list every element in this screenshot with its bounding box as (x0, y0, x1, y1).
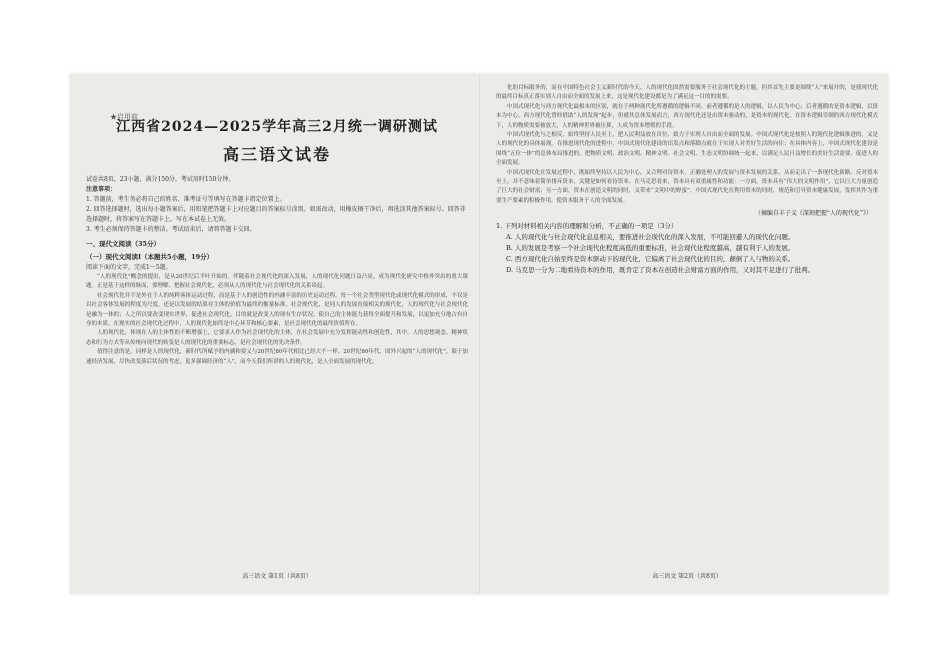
source-citation: （摘编自丰子义《深刻把握“人的现代化”》） (754, 210, 872, 218)
reading-paragraph: 中国式现代化与之相反，始终坚持人民至上，把人民利益放在首位，致力于实现人自由而全面的发展。中国式现代化是按照人的现代化逻辑推进的，又是人的现代化的具体展现。在推进现代化的进程中，中国式现代化建设的出发点和落脚点就在于实现人对美好生活的向往；在具体内容上，中国式现代化建设是围绕“五位一体”的总体布局推进的，把物质文明、政治文明、精神文明、社会文明、生态文明协调统一起来，以满足人民日益增长的美好生活需要，促进人的全面发展。 (496, 132, 878, 167)
reading-paragraph: 中国式现代化与西方现代化最根本的区别，就在于两种现代化所遵循的逻辑不同。前者遵循的是人的逻辑，以人民为中心；后者遵循的是资本逻辑，以资本为中心。西方现代化曾经借助“人的发现”起步，但就其总体发展而言，西方现代化还是由资本驱动的，是资本的现代化。在资本逻辑宰制的西方现代化模式下，人的物质需要被放大，人的精神世界被压抑，人成为资本增殖的手段。 (496, 103, 878, 129)
option-a: A. 人的现代化与社会现代化息息相关，要推进社会现代化的深入发展，不可能回避人的现代化问题。 (506, 233, 795, 242)
section-heading: 一、现代文阅读（35分） (86, 240, 161, 248)
subsection-heading: （一）现代文阅读Ⅰ（本题共5小题，19分） (86, 253, 214, 261)
page-fold (479, 74, 480, 594)
page-footer: 高三语文 第1页（共8页） (242, 573, 312, 580)
notice-heading: 注意事项： (86, 186, 117, 193)
page-2 (496, 84, 878, 584)
exam-title: 江西省2024—2025学年高三2月统一调研测试 (116, 119, 438, 135)
exam-paper-photo (70, 74, 888, 594)
secret-mark: ★启用前 (110, 113, 138, 121)
reading-paragraph: 值得注意的是，同样是人的现代化，新时代所赋予的内涵和要义与20世纪80年代相比已经大不一样。20世纪80年代，国外兴起的“人的现代化”，限于加速经济发展，尽快改变落后状况的考虑，更多强调经济的“人”，而今天我们所讲的人的现代化，是人全面发展的现代化。 (86, 349, 468, 365)
notice-item: 2. 回答选择题时，选出每小题答案后，用铅笔把答题卡上对应题目的答案标号涂黑。如需改动，用橡皮擦干净后，再选涂其他答案标号。回答非选择题时，将答案写在答题卡上。写在本试卷上无效。 (86, 206, 466, 223)
reading-paragraph: 人的现代化，体现在人的主体性的不断增强上，它要求人作为社会现代化的主体，在社会发展中充分发挥能动性和创造性，其中，人的思想观念、精神状态和行为方式等从传统向现代的转变是人的现代化的重要标志，是社会现代化的先决条件。 (86, 330, 468, 346)
reading-paragraph: 中国式现代化在发展过程中，既始终坚持以人民为中心，又合理对待资本，正确处理人的发展与资本发展的关系，从而走出了一条现代化新路。反对资本至上，并不意味着简单排斥资本，关键是如何看待资本、在马克思看来，资本具有双重属性和功能：一方面，资本具有“伟大的文明作用”，它以巨大力量创造了巨大的社会财富；另一方面，资本在创造文明的同时，又带来“文明中的野蛮”。中国式现代化在利用资本的同时，规范和引导资本健康发展，发挥其作为重要生产要素的积极作用，使资本服务于人的全面发展。 (496, 169, 878, 204)
reading-instruction: 阅读下面的文字，完成1～5题。 (86, 264, 172, 271)
option-d: D. 马克思一分为二地看待资本的作用，既肯定了资本在创造社会财富方面的作用，又对其不足进行了批判。 (506, 266, 815, 275)
reading-paragraph: 化的目标服务的，而在中国特色社会主义新时代的今天，人的现代化固然需要服务于社会现代化的主题，但其首先主要是围绕“人”来展开的，是使现代化的最终目标真正落实到人自由而全面的发展上来，这是现代化建设都是为了满足这一目的的需要。 (496, 85, 878, 101)
question-1: 1. 下列对材料相关内容的理解和分析，不正确的一项是（3分） (496, 222, 678, 231)
reading-paragraph: “人的现代化”概念的提出，是从20世纪后半叶开始的。伴随着社会现代化的深入发展，人的现代化问题日益凸显，成为现代化研究中格外突出的重大课题。正是基于这样的继而，要理解、把握社会现代化，必须从人的现代化与社会现代化的关系谈起。 (86, 274, 468, 290)
page-1 (86, 84, 468, 584)
reading-paragraph: 社会现代化并不是外在于人的纯粹客体运动过程，而是基于人的创造性的内涵丰富的历史运动过程。每一个社会类型现代化或现代化模式的形成，不仅是以社会客体发展的程度为尺度，还是以发展的结果对主体的价值为最终的衡量标准。社会现代化，是同人的发展直接相关的现代化，人的现代化与社会现代化是融为一体的；人之所以要改变现实世界，促进社会现代化，目的就是改变人的现有生存状况，使自己的主体能力获得全面提升和发展，以更加充分地占有自身的本质。在现实的社会现代化过程中，人的现代化始终是中心环节和核心要素，是社会现代化的最终价值所在。 (86, 292, 468, 328)
notice-item: 1. 答题前，考生务必将自己的姓名、准考证号等填写在答题卡指定位置上。 (86, 196, 286, 203)
exam-subtitle: 高三语文试卷 (222, 145, 331, 164)
option-c: C. 西方现代化自始至终是资本驱动下的现代化，它偏离了社会现代化的目的，颠倒了人与物的关系。 (506, 255, 795, 264)
exam-info: 试卷共8页，23小题，满分150分。考试用时150分钟。 (86, 176, 235, 183)
notice-item: 3. 考生必须保持答题卡的整洁。考试结束后，请将答题卡交回。 (86, 226, 256, 233)
option-b: B. 人的发展是考察一个社会现代化程度高低的重要标准，社会现代化程度越高，越有利于人的发展。 (506, 244, 795, 253)
page-footer: 高三语文 第2页（共8页） (652, 573, 722, 580)
